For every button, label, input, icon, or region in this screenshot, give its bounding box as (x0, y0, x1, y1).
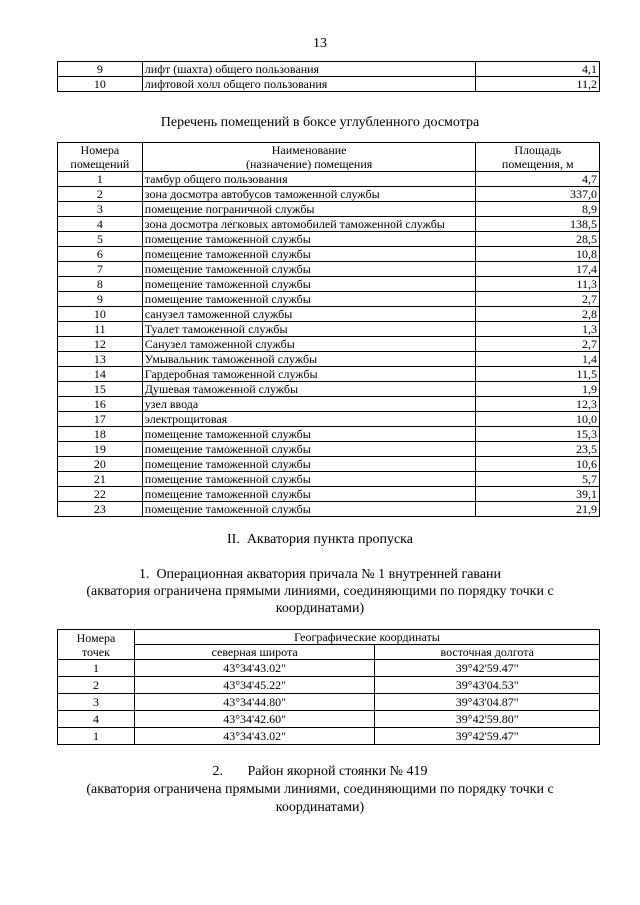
subsection-1-note-end: координатами) (275, 601, 365, 616)
point-number: 2 (58, 677, 135, 694)
room-name: Душевая таможенной службы (142, 382, 476, 397)
table-row (58, 217, 600, 232)
header-line: Номера (80, 143, 120, 157)
subsection-1-title: 1. Операционная акватория причала № 1 внутренней гавани (138, 567, 502, 582)
room-name: помещение таможенной службы (142, 472, 476, 487)
column-header-longitude: восточная долгота (375, 645, 600, 660)
point-number: 4 (58, 711, 135, 728)
header-line: помещений (70, 157, 130, 171)
room-number: 22 (58, 487, 143, 502)
table-row (58, 232, 600, 247)
header-line: помещения, м (501, 157, 574, 171)
room-number: 10 (58, 77, 143, 92)
room-number: 16 (58, 397, 143, 412)
longitude-value: 39°42'59.47" (375, 728, 600, 745)
table-row (58, 442, 600, 457)
table-row (58, 502, 600, 517)
table-row (58, 352, 600, 367)
table-row (58, 187, 600, 202)
table-row (58, 172, 600, 187)
room-number: 15 (58, 382, 143, 397)
room-name: помещение таможенной службы (142, 292, 476, 307)
room-area: 17,4 (476, 262, 600, 277)
table-row (58, 337, 600, 352)
room-name: Гардеробная таможенной службы (142, 367, 476, 382)
table-row (58, 711, 600, 728)
room-area: 11,2 (476, 77, 600, 92)
point-number: 1 (58, 660, 135, 677)
room-area: 10,8 (476, 247, 600, 262)
room-number: 13 (58, 352, 143, 367)
room-area: 28,5 (476, 232, 600, 247)
page-number: 13 (313, 36, 327, 51)
table-row (58, 307, 600, 322)
point-number: 3 (58, 694, 135, 711)
coordinates-table (57, 629, 600, 745)
room-number: 4 (58, 217, 143, 232)
table-row (58, 660, 600, 677)
room-name: помещение таможенной службы (142, 502, 476, 517)
header-line: Площадь (514, 143, 562, 157)
room-area: 2,8 (476, 307, 600, 322)
room-number: 11 (58, 322, 143, 337)
room-number: 12 (58, 337, 143, 352)
room-name: электрощитовая (142, 412, 476, 427)
point-number: 1 (58, 728, 135, 745)
room-name: узел ввода (142, 397, 476, 412)
column-header-room-name (142, 143, 476, 172)
table-header-row (58, 143, 600, 172)
room-name: лифт (шахта) общего пользования (142, 62, 476, 77)
table-row (58, 397, 600, 412)
table-header-row (58, 645, 600, 660)
room-area: 10,0 (476, 412, 600, 427)
table-row (58, 728, 600, 745)
room-name: помещение пограничной службы (142, 202, 476, 217)
room-number: 17 (58, 412, 143, 427)
rooms-list-title: Перечень помещений в боксе углубленного досмотра (160, 115, 480, 130)
column-header-geo-coords: Географические координаты (134, 630, 599, 645)
latitude-value: 43°34'45.22" (134, 677, 375, 694)
room-number: 23 (58, 502, 143, 517)
room-number: 6 (58, 247, 143, 262)
room-name: Туалет таможенной службы (142, 322, 476, 337)
room-number: 21 (58, 472, 143, 487)
room-number: 8 (58, 277, 143, 292)
room-area: 5,7 (476, 472, 600, 487)
room-area: 337,0 (476, 187, 600, 202)
room-area: 10,6 (476, 457, 600, 472)
rooms-table-body (58, 172, 600, 517)
table-row (58, 427, 600, 442)
latitude-value: 43°34'42.60" (134, 711, 375, 728)
table-row (58, 62, 600, 77)
table-row (58, 382, 600, 397)
room-number: 19 (58, 442, 143, 457)
table-row (58, 694, 600, 711)
room-area: 11,5 (476, 367, 600, 382)
room-area: 39,1 (476, 487, 600, 502)
room-number: 14 (58, 367, 143, 382)
continued-rooms-table (57, 61, 600, 92)
table-row (58, 292, 600, 307)
table-row (58, 262, 600, 277)
subsection-2-note-end: координатами) (275, 800, 365, 815)
header-line: Наименование (271, 143, 347, 157)
room-area: 11,3 (476, 277, 600, 292)
table-row (58, 457, 600, 472)
column-header-room-number (58, 143, 143, 172)
column-header-latitude: северная широта (134, 645, 375, 660)
room-name: помещение таможенной службы (142, 277, 476, 292)
table-row (58, 77, 600, 92)
room-number: 10 (58, 307, 143, 322)
table-header-row (58, 630, 600, 645)
room-area: 12,3 (476, 397, 600, 412)
subsection-2-title: 2. Район якорной стоянки № 419 (212, 764, 428, 779)
header-line: точек (81, 644, 110, 659)
room-area: 1,9 (476, 382, 600, 397)
room-number: 2 (58, 187, 143, 202)
table-row (58, 472, 600, 487)
room-number: 3 (58, 202, 143, 217)
room-name: Санузел таможенной службы (142, 337, 476, 352)
room-name: зона досмотра легковых автомобилей таможенной службы (142, 217, 476, 232)
room-area: 15,3 (476, 427, 600, 442)
room-number: 9 (58, 62, 143, 77)
table-row (58, 367, 600, 382)
room-area: 138,5 (476, 217, 600, 232)
table-row (58, 322, 600, 337)
room-area: 21,9 (476, 502, 600, 517)
table-row (58, 487, 600, 502)
room-number: 5 (58, 232, 143, 247)
longitude-value: 39°42'59.47" (375, 660, 600, 677)
room-number: 20 (58, 457, 143, 472)
table-row (58, 247, 600, 262)
room-area: 4,1 (476, 62, 600, 77)
table-row (58, 202, 600, 217)
table-row (58, 412, 600, 427)
longitude-value: 39°43'04.87" (375, 694, 600, 711)
latitude-value: 43°34'43.02" (134, 660, 375, 677)
subsection-2-note: (акватория ограничена прямыми линиями, соединяющими по порядку точки с (86, 782, 554, 797)
room-name: тамбур общего пользования (142, 172, 476, 187)
subsection-1-note: (акватория ограничена прямыми линиями, соединяющими по порядку точки с (86, 584, 554, 599)
room-number: 1 (58, 172, 143, 187)
room-area: 2,7 (476, 292, 600, 307)
room-area: 1,4 (476, 352, 600, 367)
room-name: помещение таможенной службы (142, 232, 476, 247)
longitude-value: 39°43'04.53" (375, 677, 600, 694)
room-name: зона досмотра автобусов таможенной службы (142, 187, 476, 202)
section-title: II. Акватория пункта пропуска (227, 532, 413, 547)
room-area: 1,3 (476, 322, 600, 337)
room-number: 9 (58, 292, 143, 307)
room-area: 2,7 (476, 337, 600, 352)
column-header-point-number (58, 630, 135, 660)
room-area: 23,5 (476, 442, 600, 457)
table-row (58, 677, 600, 694)
latitude-value: 43°34'44.80" (134, 694, 375, 711)
room-name: помещение таможенной службы (142, 247, 476, 262)
room-name: помещение таможенной службы (142, 487, 476, 502)
longitude-value: 39°42'59.80" (375, 711, 600, 728)
room-area: 8,9 (476, 202, 600, 217)
room-name: санузел таможенной службы (142, 307, 476, 322)
table-row (58, 277, 600, 292)
room-number: 7 (58, 262, 143, 277)
latitude-value: 43°34'43.02" (134, 728, 375, 745)
room-name: помещение таможенной службы (142, 427, 476, 442)
column-header-room-area (476, 143, 600, 172)
room-name: помещение таможенной службы (142, 262, 476, 277)
room-name: Умывальник таможенной службы (142, 352, 476, 367)
room-name: помещение таможенной службы (142, 457, 476, 472)
room-area: 4,7 (476, 172, 600, 187)
coordinates-table-body (58, 660, 600, 745)
room-name: помещение таможенной службы (142, 442, 476, 457)
header-line: (назначение) помещения (245, 157, 373, 171)
room-number: 18 (58, 427, 143, 442)
rooms-table (57, 142, 600, 517)
room-name: лифтовой холл общего пользования (142, 77, 476, 92)
header-line: Номера (76, 630, 116, 645)
